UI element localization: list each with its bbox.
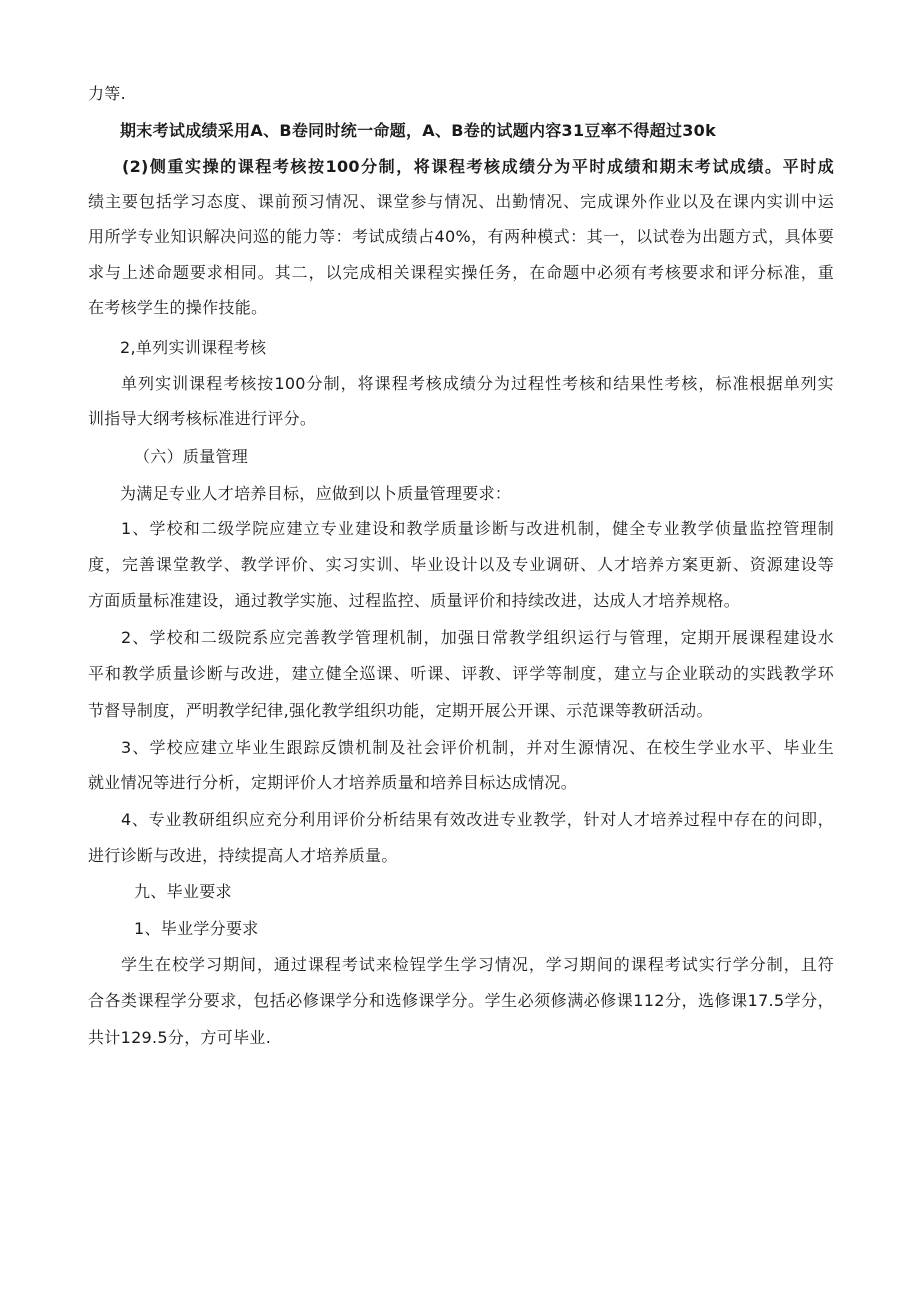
text-line: 用所学专业知识解决问巡的能力等：考试成绩占40%，有两种模式：其一，以试卷为出题方式，具体要 — [88, 227, 834, 246]
section-heading: 1、毕业学分要求 — [134, 919, 259, 938]
text-line: 合各类课程学分要求，包括必修课学分和选修课学分。学生必须修满必修课112分，选修课17.5学分， — [88, 991, 834, 1010]
text-line: 4、专业教研组织应充分利用评价分析结果有效改进专业教学，针对人才培养过程中存在的问即， — [121, 810, 834, 829]
text-line: 力等. — [88, 84, 126, 103]
section-heading: （六）质量管理 — [134, 447, 249, 466]
text-line: 学生在校学习期间，通过课程考试来检锃学生学习情况，学习期间的课程考试实行学分制，且符 — [121, 955, 834, 974]
section-heading: 九、毕业要求 — [134, 882, 232, 901]
text-line: 1、学校和二级学院应建立专业建设和教学质量诊断与改进机制，健全专业教学侦量监控管理制 — [121, 519, 834, 538]
text-line: 方面质量标准建设，通过教学实施、过程监控、质量评价和持续改进，达成人才培养规格。 — [88, 591, 741, 610]
text-line: 平和教学质量诊断与改进，建立健全巡课、听课、评教、评学等制度，建立与企业联动的实践教学环 — [88, 664, 834, 683]
text-line: 共计129.5分，方可毕业. — [88, 1028, 272, 1047]
text-line: (2)侧重实操的课程考核按100分制，将课程考核成绩分为平时成绩和期末考试成绩。平时成 — [122, 157, 834, 176]
text-line: 在考核学生的操作技能。 — [88, 298, 268, 317]
text-line: 度，完善课堂教学、教学评价、实习实训、毕业设计以及专业调研、人才培养方案更新、资源建设等 — [88, 555, 834, 574]
text-line: 节督导制度，严明教学纪律,强化教学组织功能，定期开展公开课、示范课等教研活动。 — [88, 701, 713, 720]
text-line: 求与上述命题要求相同。其二，以完成相关课程实操任务，在命题中必须有考核要求和评分标准，重 — [88, 263, 834, 282]
text-line: 绩主要包括学习态度、课前预习情况、课堂参与情况、出勤情况、完成课外作业以及在课内实训中运 — [88, 192, 834, 211]
text-line: 3、学校应建立毕业生跟踪反馈机制及社会评价机制，并对生源情况、在校生学业水平、毕业生 — [121, 738, 834, 757]
text-line: 期末考试成绩采用A、B卷同时统一命题，A、B卷的试题内容31豆率不得超过30k — [120, 121, 717, 140]
text-line: 就业情况等进行分析，定期评价人才培养质量和培养目标达成情况。 — [88, 773, 578, 792]
text-line: 进行诊断与改进，持续提高人才培养质量。 — [88, 846, 398, 865]
text-line: 2、学校和二级院系应完善教学管理机制，加强日常教学组织运行与管理，定期开展课程建设水 — [121, 628, 834, 647]
text-line: 为满足专业人才培养目标，应做到以卜质量管理要求： — [120, 484, 512, 503]
section-heading: 2,单列实训课程考核 — [120, 338, 267, 357]
text-line: 单列实训课程考核按100分制，将课程考核成绩分为过程性考核和结果性考核，标准根据单列实 — [121, 374, 834, 393]
text-line: 训指导大纲考核标准进行评分。 — [88, 409, 317, 428]
